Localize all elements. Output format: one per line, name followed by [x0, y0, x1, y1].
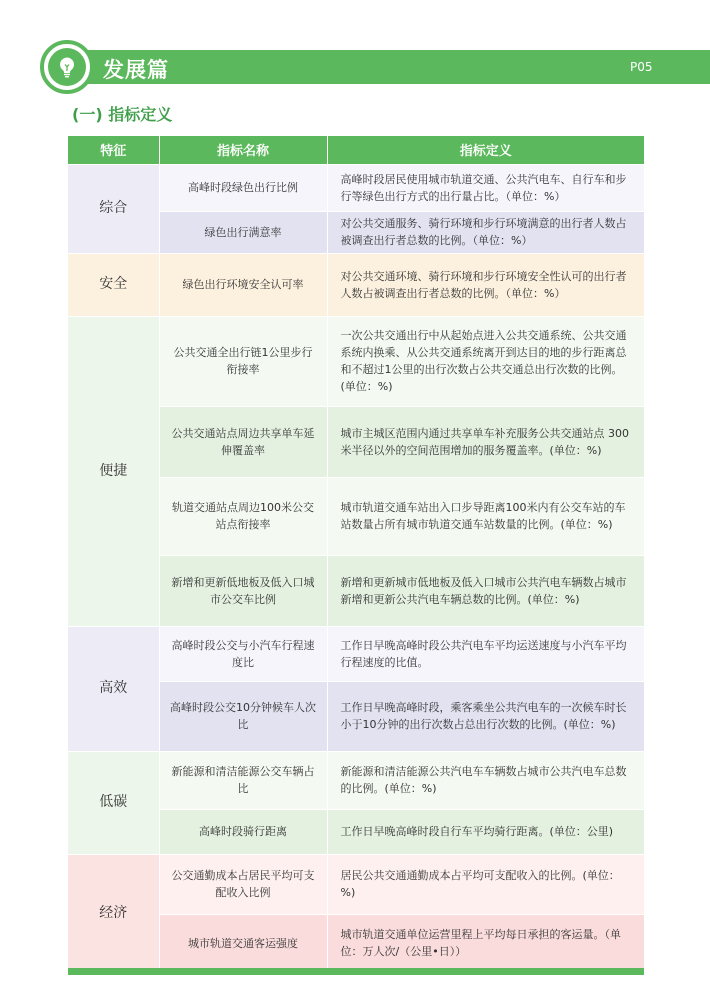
feature-cell: 安全 — [68, 253, 159, 316]
column-header-feature: 特征 — [68, 136, 159, 164]
indicator-name: 高峰时段公交与小汽车行程速度比 — [159, 626, 327, 681]
feature-cell: 便捷 — [68, 316, 159, 626]
indicator-definition: 城市主城区范围内通过共享单车补充服务公共交通站点 300米半径以外的空间范围增加的服务覆盖率。(单位：%) — [327, 406, 644, 477]
page-number: P05 — [630, 60, 653, 74]
indicator-name: 轨道交通站点周边100米公交站点衔接率 — [159, 477, 327, 555]
table-row — [68, 751, 644, 809]
table-row — [68, 253, 644, 316]
table-row — [68, 164, 644, 211]
table-bottom-bar — [68, 968, 644, 975]
table-row — [68, 854, 644, 914]
header-icon-badge — [40, 40, 94, 94]
indicator-definition: 对公共交通环境、骑行环境和步行环境安全性认可的出行者人数占被调查出行者总数的比例。（单位：%） — [327, 253, 644, 316]
indicator-definition: 城市轨道交通单位运营里程上平均每日承担的客运量。（单位：万人次/（公里•日）） — [327, 914, 644, 972]
lightbulb-icon — [48, 48, 86, 86]
table-row — [68, 626, 644, 681]
table-row — [68, 316, 644, 406]
indicator-definition: 高峰时段居民使用城市轨道交通、公共汽电车、自行车和步行等绿色出行方式的出行量占比。（单位：%） — [327, 164, 644, 211]
indicator-definition: 城市轨道交通车站出入口步导距离100米内有公交车站的车站数量占所有城市轨道交通车站数量的比例。(单位：%) — [327, 477, 644, 555]
indicator-name: 绿色出行环境安全认可率 — [159, 253, 327, 316]
indicator-definition: 对公共交通服务、骑行环境和步行环境满意的出行者人数占被调查出行者总数的比例。（单位：%） — [327, 211, 644, 253]
indicator-name: 公交通勤成本占居民平均可支配收入比例 — [159, 854, 327, 914]
indicator-definition: 工作日早晚高峰时段公共汽电车平均运送速度与小汽车平均行程速度的比值。 — [327, 626, 644, 681]
indicator-definition: 新能源和清洁能源公共汽电车车辆数占城市公共汽电车总数的比例。(单位：%) — [327, 751, 644, 809]
column-header-definition: 指标定义 — [327, 136, 644, 164]
indicator-table — [68, 136, 644, 972]
feature-cell: 低碳 — [68, 751, 159, 854]
indicator-name: 城市轨道交通客运强度 — [159, 914, 327, 972]
column-header-name: 指标名称 — [159, 136, 327, 164]
indicator-definition: 工作日早晚高峰时段，乘客乘坐公共汽电车的一次候车时长小于10分钟的出行次数占总出行次数的比例。(单位：%) — [327, 681, 644, 751]
indicator-name: 公共交通站点周边共享单车延伸覆盖率 — [159, 406, 327, 477]
indicator-name: 高峰时段公交10分钟候车人次比 — [159, 681, 327, 751]
indicator-definition: 工作日早晚高峰时段自行车平均骑行距离。(单位：公里) — [327, 809, 644, 854]
feature-cell: 综合 — [68, 164, 159, 253]
feature-cell: 高效 — [68, 626, 159, 751]
indicator-name: 高峰时段绿色出行比例 — [159, 164, 327, 211]
indicator-name: 绿色出行满意率 — [159, 211, 327, 253]
section-title: (一) 指标定义 — [72, 105, 173, 124]
page-title: 发展篇 — [103, 58, 169, 82]
table-header-row — [68, 136, 644, 164]
indicator-name: 新能源和清洁能源公交车辆占比 — [159, 751, 327, 809]
indicator-definition: 一次公共交通出行中从起始点进入公共交通系统、公共交通系统内换乘、从公共交通系统离开到达目的地的步行距离总和不超过1公里的出行次数占公共交通总出行次数的比例。(单位：%) — [327, 316, 644, 406]
indicator-name: 高峰时段骑行距离 — [159, 809, 327, 854]
indicator-definition: 居民公共交通通勤成本占平均可支配收入的比例。(单位：%) — [327, 854, 644, 914]
indicator-name: 公共交通全出行链1公里步行衔接率 — [159, 316, 327, 406]
indicator-name: 新增和更新低地板及低入口城市公交车比例 — [159, 555, 327, 626]
feature-cell: 经济 — [68, 854, 159, 972]
indicator-definition: 新增和更新城市低地板及低入口城市公共汽电车辆数占城市新增和更新公共汽电车辆总数的比例。(单位：%) — [327, 555, 644, 626]
